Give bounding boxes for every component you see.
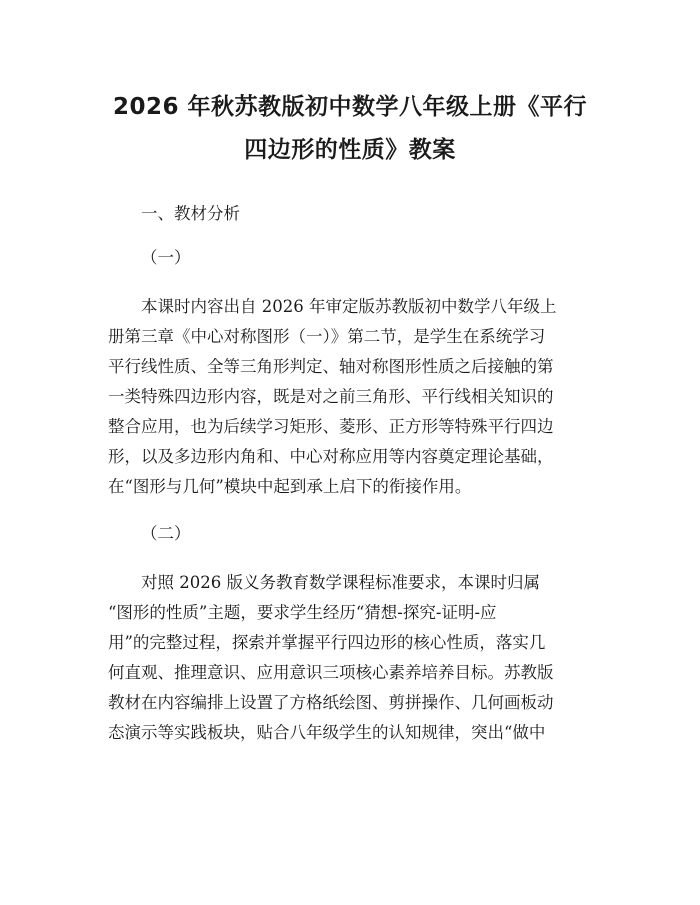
paragraph-1-line: 在“图形与几何”模块中起到承上启下的衔接作用。 [108,477,472,496]
paragraph-2 [108,568,592,748]
paragraph-1-line: 平行线性质、全等三角形判定、轴对称图形性质之后接触的第 [108,357,554,376]
title-line-1: 2026 年秋苏教版初中数学八年级上册《平行 [112,94,588,120]
paragraph-2-line: “图形的性质”主题，要求学生经历“猜想-探究-证明-应 [108,603,497,622]
paragraph-2-line: 何直观、推理意识、应用意识三项核心素养培养目标。苏教版 [108,663,554,682]
sub-heading-2: （二） [141,524,191,543]
paragraph-1-line: 本课时内容出自 2026 年审定版苏教版初中数学八年级上 [141,297,557,316]
paragraph-2-line: 用”的完整过程，探索并掌握平行四边形的核心性质，落实几 [108,633,546,652]
section-heading-textbook-analysis: 一、教材分析 [141,204,240,223]
paragraph-1-line: 册第三章《中心对称图形（一）》第二节，是学生在系统学习 [108,327,546,346]
paragraph-1-line: 形，以及多边形内角和、中心对称应用等内容奠定理论基础， [108,447,554,466]
sub-heading-1: （一） [141,248,191,267]
title-line-2: 四边形的性质》教案 [244,137,456,163]
paragraph-1-line: 一类特殊四边形内容，既是对之前三角形、平行线相关知识的 [108,387,554,406]
paragraph-2-line: 态演示等实践板块，贴合八年级学生的认知规律，突出“做中 [108,723,546,742]
paragraph-1-line: 整合应用，也为后续学习矩形、菱形、正方形等特殊平行四边 [108,417,554,436]
paragraph-1 [108,292,592,502]
paragraph-2-line: 对照 2026 版义务教育数学课程标准要求，本课时归属 [141,573,540,592]
paragraph-2-line: 教材在内容编排上设置了方格纸绘图、剪拼操作、几何画板动 [108,693,554,712]
document-title [108,86,592,172]
